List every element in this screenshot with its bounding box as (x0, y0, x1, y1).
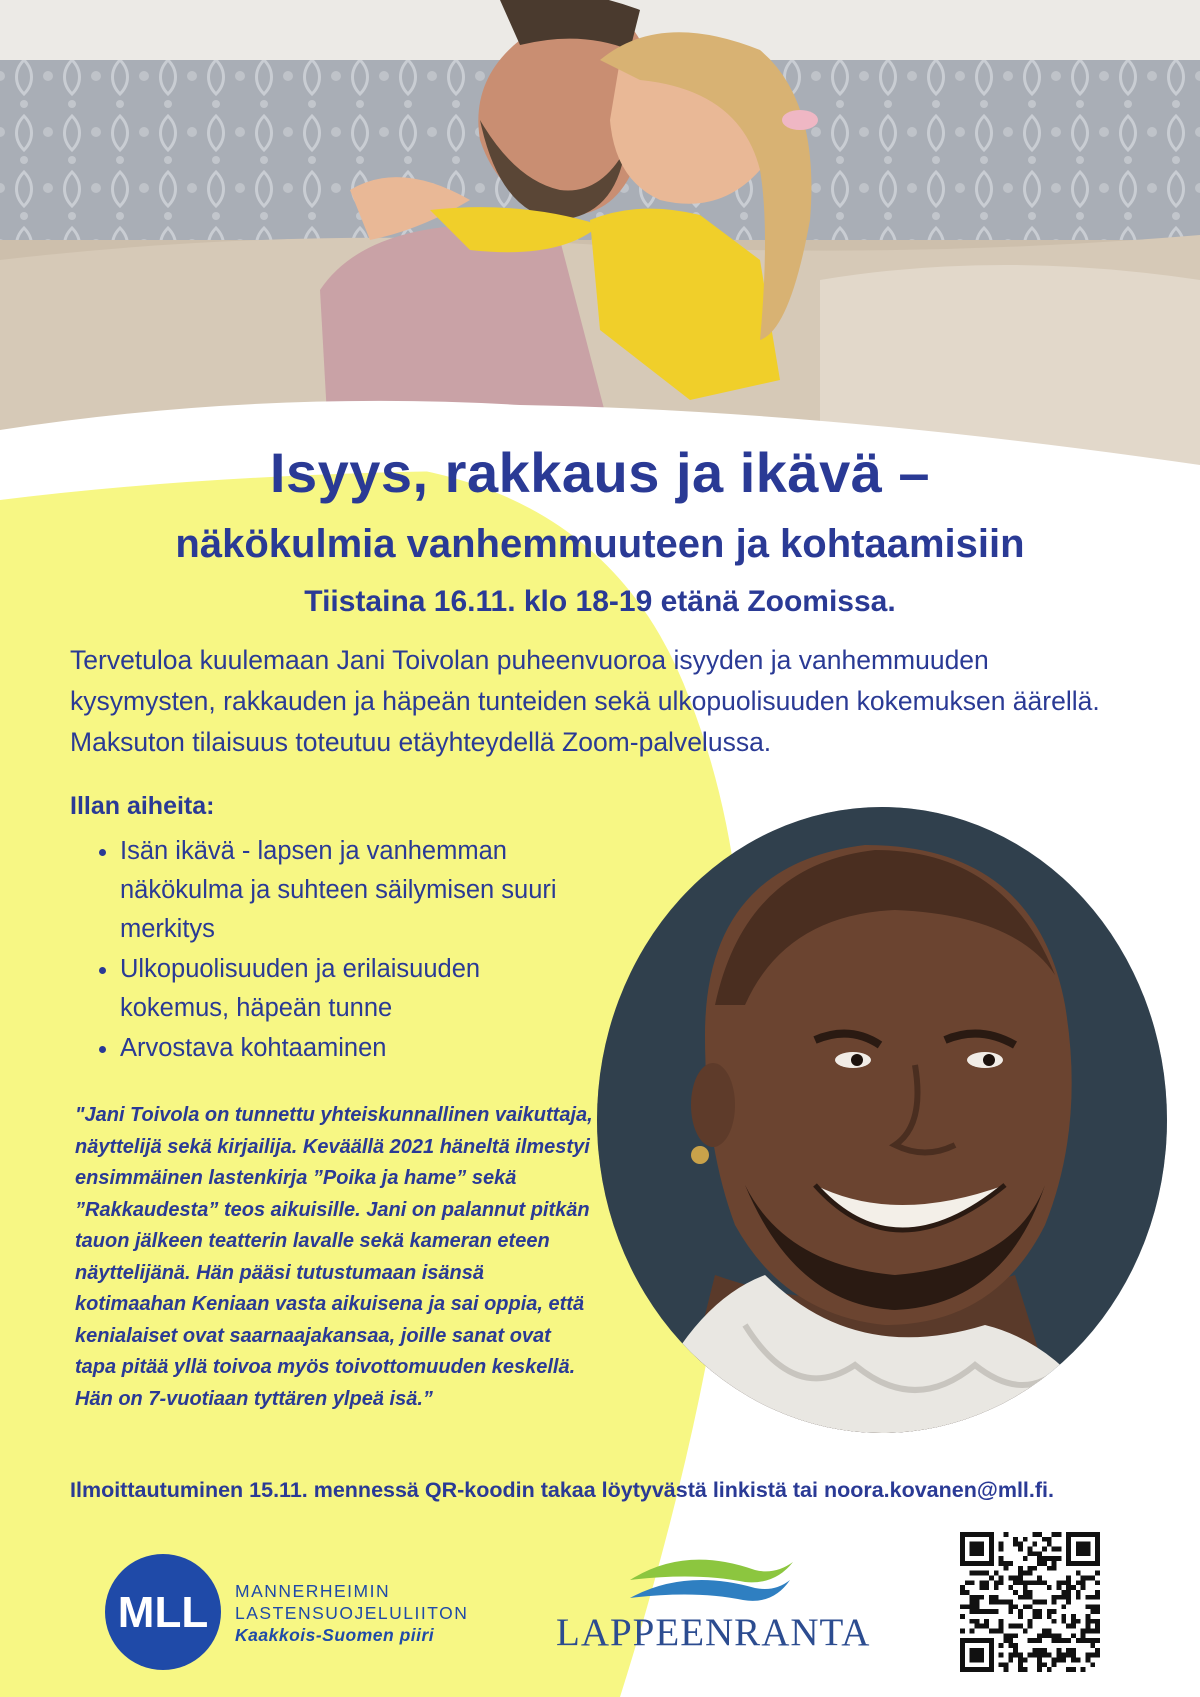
mll-line-1: MANNERHEIMIN (235, 1581, 391, 1601)
registration-info: Ilmoittautuminen 15.11. mennessä QR-koodin takaa löytyvästä linkistä tai noora.kovanen@mll.fi. (70, 1478, 1054, 1502)
wave-icon (625, 1550, 795, 1610)
intro-text: Tervetuloa kuulemaan Jani Toivolan puheenvuoroa isyyden ja vanhemmuuden kysymysten, rakkauden ja häpeän tunteiden sekä ulkopuolisuuden kokemuksen äärellä. Maksuton tilaisuus toteutuu etäyhteydellä Zoom-palvelussa. (70, 645, 1100, 757)
mll-logo (104, 1553, 222, 1671)
event-time: Tiistaina 16.11. klo 18-19 etänä Zoomissa. (304, 585, 896, 618)
mll-line-2: LASTENSUOJELULIITON (235, 1603, 469, 1623)
topics-list (90, 832, 590, 1069)
speaker-portrait (595, 805, 1170, 1435)
list-item: • Isän ikävä - lapsen ja vanhemman näkökulma ja suhteen säilymisen suuri merkitys (120, 832, 590, 949)
list-item: • Arvostava kohtaaminen (120, 1029, 590, 1068)
main-title: Isyys, rakkaus ja ikävä – (269, 441, 931, 504)
speaker-quote: "Jani Toivola on tunnettu yhteiskunnallinen vaikuttaja, näyttelijä sekä kirjailija. Keväällä 2021 häneltä ilmestyi ensimmäinen lastenkirja ”Poika ja hame” sekä ”Rakkaudesta” teos aikuisille. Jani on palannut pitkän tauon jälkeen teatterin lavalle sekä kameran eteen näyttelijänä. Hän pääsi tutustumaan isänsä kotimaahan Keniaan vasta aikuisena ja sai oppia, että kenialaiset ovat saarnaajakansaa, joille sanat ovat tapa pitää yllä toivoa myös toivottomuuden keskellä. Hän on 7-vuotiaan tyttären ylpeä isä.” (75, 1104, 593, 1410)
mll-logo-abbr: MLL (117, 1588, 209, 1637)
mll-name (235, 1580, 468, 1646)
mll-line-3: Kaakkois-Suomen piiri (235, 1625, 435, 1645)
topics-heading: Illan aiheita: (70, 792, 215, 820)
subtitle: näkökulmia vanhemmuuteen ja kohtaamisiin (175, 522, 1025, 566)
qr-code-icon[interactable] (960, 1532, 1100, 1672)
list-item: • Ulkopuolisuuden ja erilaisuuden kokemus, häpeän tunne (120, 950, 590, 1028)
lappeenranta-name: LAPPEENRANTA (556, 1611, 871, 1654)
